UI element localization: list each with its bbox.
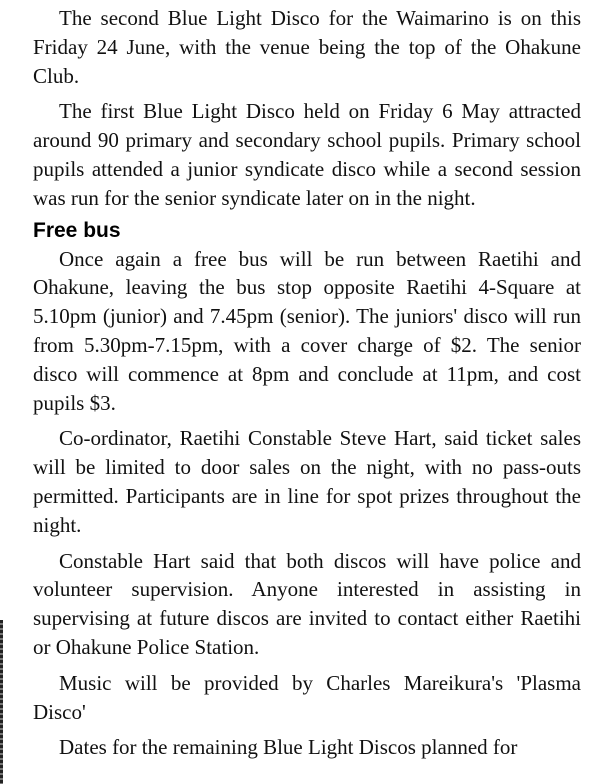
article-paragraph: Dates for the remaining Blue Light Discos planned for — [59, 735, 518, 760]
article-paragraph: Constable Hart said that both discos will have police and volunteer supervision. Anyone interested in assisting in supervising at future discos are invited to contact either Raetihi or Ohakune Police Station. — [33, 548, 581, 659]
article-paragraph: Once again a free bus will be run between Raetihi and Ohakune, leaving the bus stop opposite Raetihi 4-Square at 5.10pm (junior) and 7.45pm (senior). The juniors' disco will run from 5.30pm-7.15pm, with a cover charge of $2. The senior disco will commence at 8pm and conclude at 11pm, and cost pupils $3. — [33, 246, 581, 415]
section-heading: Free bus — [33, 218, 121, 242]
article-column — [33, 4, 581, 762]
article-paragraph: The first Blue Light Disco held on Friday 6 May attracted around 90 primary and secondary school pupils. Primary school pupils attended a junior syndicate disco while a second session was run for the senior syndicate later on in the night. — [33, 99, 581, 210]
article-paragraph: Music will be provided by Charles Mareikura's 'Plasma Disco' — [33, 670, 581, 724]
article-paragraph: The second Blue Light Disco for the Waimarino is on this Friday 24 June, with the venue being the top of the Ohakune Club. — [33, 6, 581, 88]
column-rule — [0, 620, 3, 784]
article-paragraph: Co-ordinator, Raetihi Constable Steve Hart, said ticket sales will be limited to door sales on the night, with no pass-outs permitted. Participants are in line for spot prizes throughout the night. — [33, 426, 581, 537]
